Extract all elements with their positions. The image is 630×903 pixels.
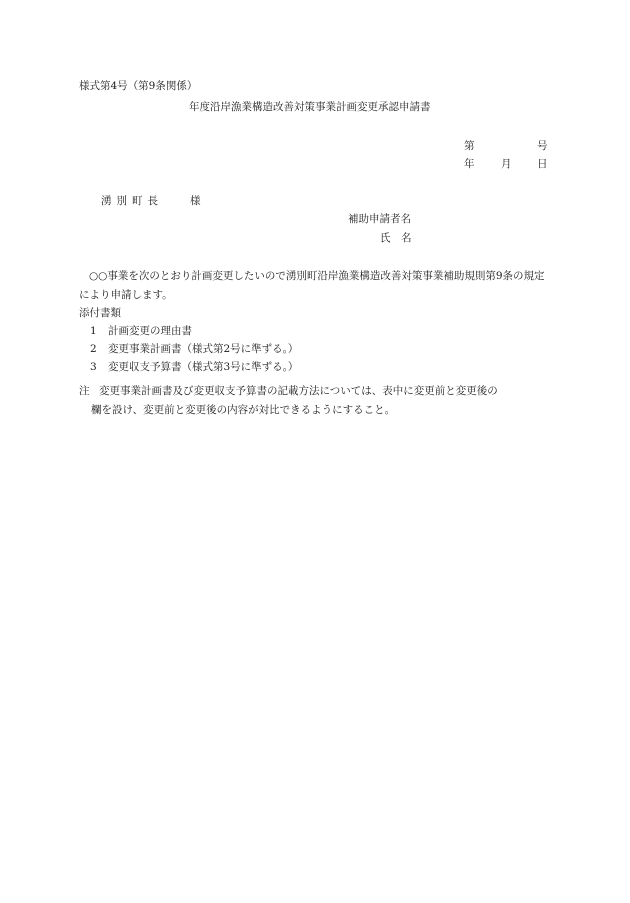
attachment-number: 3 bbox=[90, 361, 97, 373]
document-title: 年度沿岸漁業構造改善対策事業計画変更承認申請書 bbox=[189, 101, 431, 113]
note-marker: 注 bbox=[79, 385, 90, 397]
document-number-prefix: 第 bbox=[464, 140, 475, 152]
date-year-label: 年 bbox=[464, 158, 475, 170]
date-day-label: 日 bbox=[537, 158, 548, 170]
attachment-text: 計画変更の理由書 bbox=[108, 325, 192, 337]
date-month-label: 月 bbox=[501, 158, 512, 170]
attachment-item bbox=[90, 362, 298, 373]
note-line-2: 欄を設け、変更前と変更後の内容が対比できるようにすること。 bbox=[91, 404, 396, 416]
form-number: 様式第4号（第9条関係） bbox=[79, 80, 198, 92]
note bbox=[79, 382, 549, 420]
attachment-text: 変更収支予算書（様式第3号に準ずる。） bbox=[108, 361, 299, 373]
application-body: ○○事業を次のとおり計画変更したいので湧別町沿岸漁業構造改善対策事業補助規則第9条の規定により申請します。 bbox=[79, 270, 545, 301]
addressee-name: 湧別町長 bbox=[101, 195, 163, 207]
attachments-heading: 添付書類 bbox=[79, 307, 121, 319]
attachment-item bbox=[90, 344, 298, 355]
attachment-text: 変更事業計画書（様式第2号に準ずる。） bbox=[108, 343, 299, 355]
applicant-name-label: 氏 名 bbox=[380, 232, 412, 244]
attachment-item bbox=[90, 326, 192, 337]
attachment-number: 2 bbox=[90, 343, 97, 355]
addressee-honorific: 様 bbox=[190, 195, 201, 207]
note-line-1: 変更事業計画書及び変更収支予算書の記載方法については、表中に変更前と変更後の bbox=[99, 385, 498, 397]
applicant-label: 補助申請者名 bbox=[348, 213, 411, 225]
document-number-suffix: 号 bbox=[537, 140, 548, 152]
attachment-number: 1 bbox=[90, 325, 97, 337]
